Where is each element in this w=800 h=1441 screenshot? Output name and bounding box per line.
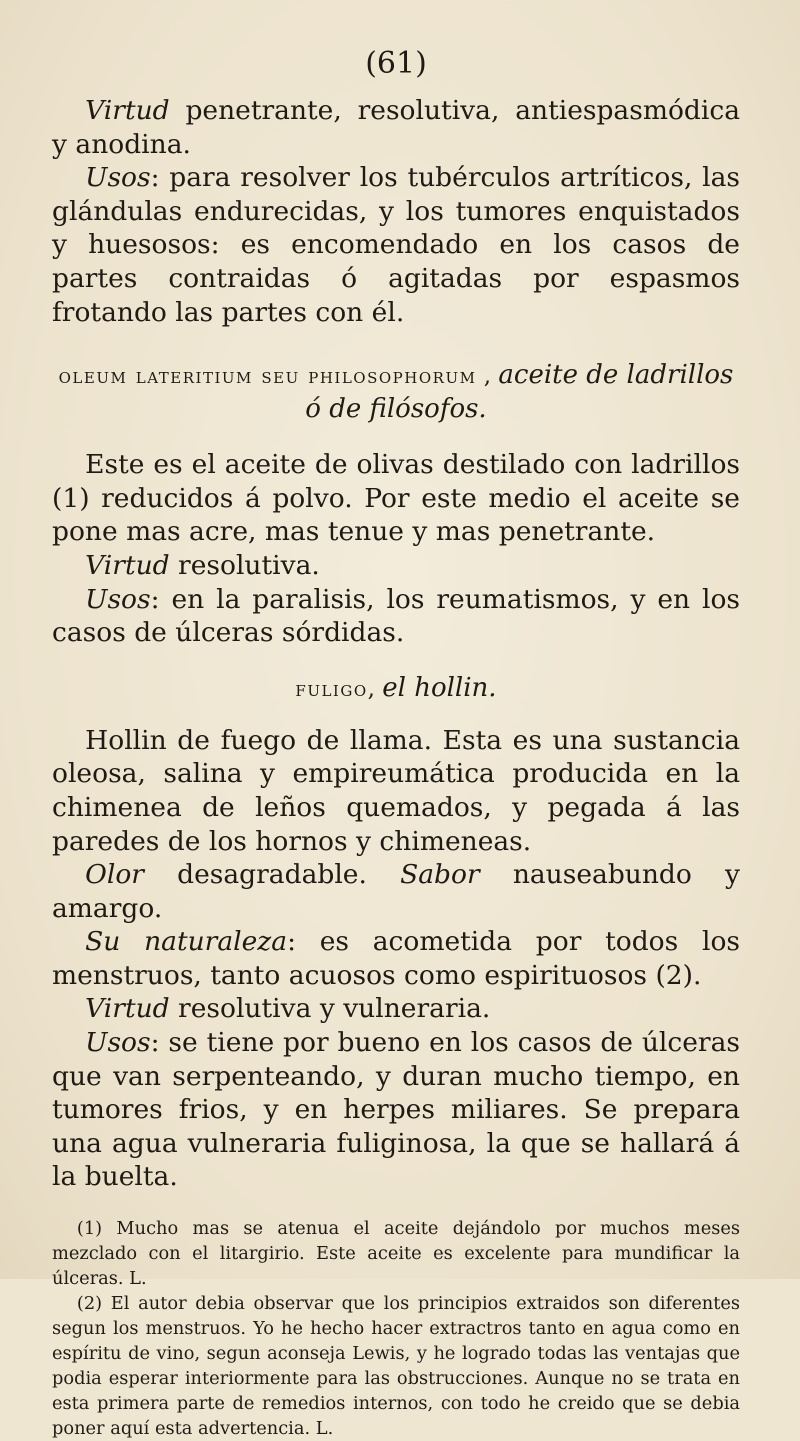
paragraph-text: resolutiva y vulneraria. <box>169 993 491 1025</box>
paragraph-text: : para resolver los tubérculos artríticos, las glándulas endurecidas, y los tumores enquistados y huesosos: es encomendado en los casos de partes contraidas ó agitadas por espasmos frotando las partes con él. <box>52 162 740 328</box>
heading-latin: oleum lateritium seu philosophorum <box>58 364 477 390</box>
paragraph-virtud <box>52 549 740 583</box>
paragraph-text: penetrante, resolutiva, antiespasmódica y anodina. <box>52 95 740 160</box>
heading-separator: , <box>476 363 499 390</box>
footnote: (2) El autor debia observar que los principios extraidos son diferentes segun los menstruos. Yo he hecho hacer extractros tanto en agua como en espíritu de vino, segun aconseja Lewis, y he logrado todas las ventajas que podia esperar interiormente para las obstrucciones. Aunque no se trata en esta primera parte de remedios internos, con todo he creido que se debia poner aquí esta advertencia. L. <box>52 1293 740 1440</box>
section-heading-oleum <box>52 359 740 426</box>
paragraph-text: nauseabundo y amargo. <box>52 859 740 924</box>
paragraph-text: : es acometida por todos los menstruos, tanto acuosos como espirituosos (2). <box>52 926 740 991</box>
paragraph-usos <box>52 161 740 329</box>
label-virtud: Virtud <box>85 549 170 581</box>
paragraph-naturaleza <box>52 925 740 992</box>
paragraph-description: Hollin de fuego de llama. Esta es una sustancia oleosa, salina y empireumática producida en la chimenea de leños quemados, y pegada á las paredes de los hornos y chimeneas. <box>52 724 740 857</box>
paragraph-text: desagradable. <box>143 859 401 891</box>
label-naturaleza: Su naturaleza <box>85 926 288 958</box>
paragraph-usos <box>52 583 740 650</box>
page-number: (61) <box>365 46 427 81</box>
paragraph-description: Este es el aceite de olivas destilado con ladrillos (1) reducidos á polvo. Por este medio el aceite se pone mas acre, mas tenue y mas penetrante. <box>52 449 740 548</box>
paragraph-virtud <box>52 992 740 1026</box>
paragraph-olor-sabor <box>52 858 740 925</box>
heading-latin: fuligo <box>295 676 368 702</box>
footnotes <box>52 1216 740 1441</box>
footnote: (1) Mucho mas se atenua el aceite dejándolo por muchos meses mezclado con el litargirio. Este aceite es excelente para mundificar la úlceras. L. <box>52 1218 740 1290</box>
section-heading-fuligo <box>52 672 740 706</box>
paragraph-virtud <box>52 94 740 161</box>
label-sabor: Sabor <box>400 859 480 891</box>
label-usos: Usos <box>85 162 151 194</box>
main-text <box>52 94 740 1194</box>
heading-spanish: aceite de ladrillos ó de filósofos. <box>305 360 734 425</box>
label-usos: Usos <box>85 583 151 615</box>
paragraph-text: : en la paralisis, los reumatismos, y en los casos de úlceras sórdidas. <box>52 583 740 649</box>
label-virtud: Virtud <box>85 95 170 126</box>
label-virtud: Virtud <box>85 993 170 1025</box>
label-olor: Olor <box>85 859 144 891</box>
label-usos: Usos <box>85 1027 151 1059</box>
paragraph-usos <box>52 1026 740 1194</box>
heading-separator: , <box>367 675 383 702</box>
paragraph-text: resolutiva. <box>169 549 320 581</box>
paragraph-text: : se tiene por bueno en los casos de úlceras que van serpenteando, y duran mucho tiempo, en tumores frios, y en herpes miliares. Se prepara una agua vulneraria fuliginosa, la que se hallará á la buelta. <box>52 1027 740 1193</box>
heading-spanish: el hollin. <box>382 672 497 703</box>
